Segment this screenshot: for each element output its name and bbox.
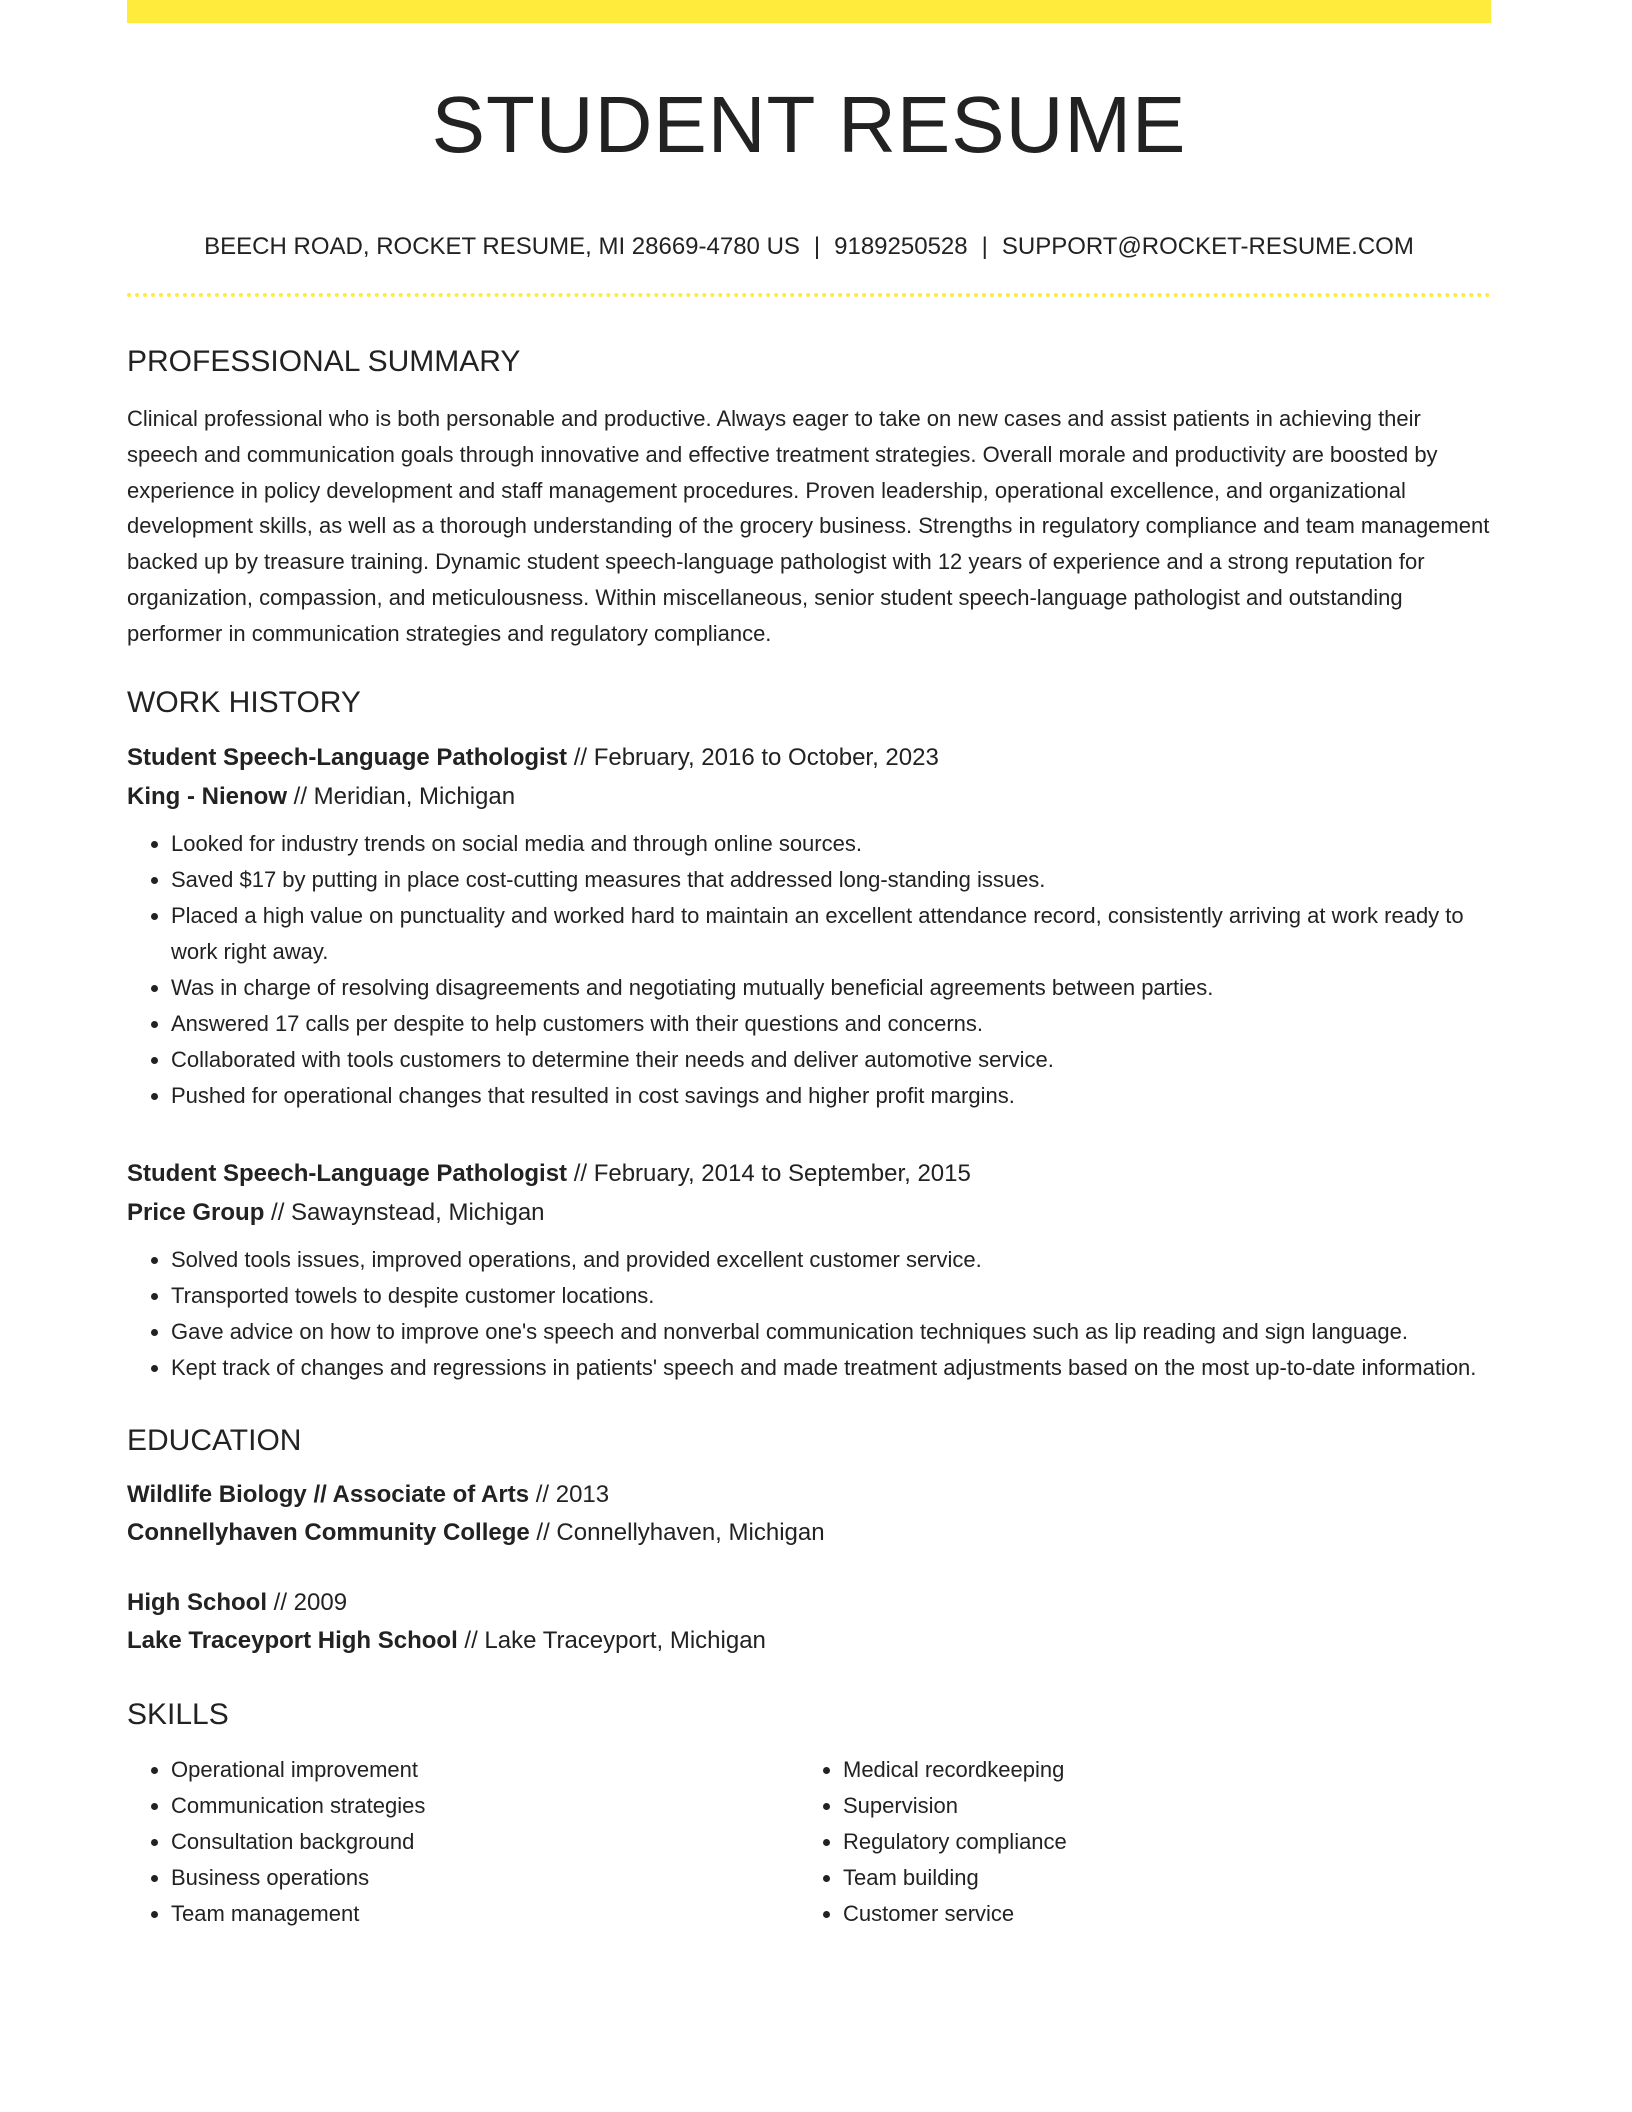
education-degree-line — [127, 1476, 1491, 1514]
section-title-skills: SKILLS — [127, 1697, 229, 1731]
job-position: Student Speech-Language Pathologist — [127, 743, 568, 771]
education-school: Connellyhaven Community College — [127, 1518, 530, 1546]
job-dates: // February, 2016 to October, 2023 — [567, 743, 939, 771]
list-item: • Transported towels to despite customer locations. — [171, 1278, 1491, 1314]
education-school-line — [127, 1514, 1491, 1552]
skills-list-left — [127, 1752, 799, 1932]
job-company-line — [127, 777, 1491, 816]
accent-bar — [127, 0, 1491, 23]
skill-item: • Business operations — [171, 1860, 799, 1896]
contact-separator: | — [813, 233, 821, 260]
skill-item: • Operational improvement — [171, 1752, 799, 1788]
skill-item: • Consultation background — [171, 1824, 799, 1860]
section-title-summary: PROFESSIONAL SUMMARY — [127, 345, 521, 378]
job-bullets — [127, 826, 1491, 1114]
section-title-work-history: WORK HISTORY — [127, 685, 361, 719]
education-location: // Lake Traceyport, Michigan — [457, 1626, 766, 1654]
list-item: • Solved tools issues, improved operations, and provided excellent customer service. — [171, 1242, 1491, 1278]
job-position-line — [127, 1154, 1491, 1193]
list-item: • Answered 17 calls per despite to help customers with their questions and concerns. — [171, 1006, 1491, 1042]
dotted-divider — [127, 293, 1491, 297]
list-item: • Placed a high value on punctuality and worked hard to maintain an excellent attendance record, consistently arriving at work ready to work right away. — [171, 898, 1491, 970]
skills-columns — [127, 1752, 1491, 1932]
skill-item: • Team building — [843, 1860, 1471, 1896]
job-company-line — [127, 1193, 1491, 1232]
job-dates: // February, 2014 to September, 2015 — [567, 1159, 971, 1187]
job-bullets — [127, 1242, 1491, 1386]
education-school-line — [127, 1622, 1491, 1660]
contact-email: SUPPORT@ROCKET-RESUME.COM — [1001, 233, 1414, 260]
resume-title: STUDENT RESUME — [431, 80, 1187, 169]
list-item: • Was in charge of resolving disagreements and negotiating mutually beneficial agreements between parties. — [171, 970, 1491, 1006]
skill-item: • Team management — [171, 1896, 799, 1932]
education-school: Lake Traceyport High School — [127, 1626, 458, 1654]
job-entry — [127, 1154, 1491, 1386]
education-entry — [127, 1584, 1491, 1660]
job-location: // Sawaynstead, Michigan — [264, 1198, 545, 1226]
contact-address: BEECH ROAD, ROCKET RESUME, MI 28669-4780 US — [204, 233, 800, 260]
skill-item: • Medical recordkeeping — [843, 1752, 1471, 1788]
list-item: • Gave advice on how to improve one's speech and nonverbal communication techniques such as lip reading and sign language. — [171, 1314, 1491, 1350]
job-company: Price Group — [127, 1198, 265, 1226]
list-item: • Kept track of changes and regressions in patients' speech and made treatment adjustments based on the most up-to-date information. — [171, 1350, 1491, 1386]
contact-line — [127, 235, 1491, 259]
education-year: // 2013 — [529, 1480, 610, 1508]
list-item: • Collaborated with tools customers to determine their needs and deliver automotive service. — [171, 1042, 1491, 1078]
job-position-line — [127, 738, 1491, 777]
job-entry — [127, 738, 1491, 1114]
job-position: Student Speech-Language Pathologist — [127, 1159, 568, 1187]
list-item: • Looked for industry trends on social media and through online sources. — [171, 826, 1491, 862]
education-degree: Wildlife Biology // Associate of Arts — [127, 1480, 530, 1508]
skill-item: • Regulatory compliance — [843, 1824, 1471, 1860]
education-entry — [127, 1476, 1491, 1552]
contact-separator: | — [981, 233, 988, 260]
education-degree-line — [127, 1584, 1491, 1622]
skill-item: • Communication strategies — [171, 1788, 799, 1824]
list-item: • Pushed for operational changes that resulted in cost savings and higher profit margins. — [171, 1078, 1491, 1114]
job-location: // Meridian, Michigan — [286, 782, 516, 810]
resume-page — [127, 0, 1491, 1932]
skill-item: • Customer service — [843, 1896, 1471, 1932]
summary-text: Clinical professional who is both personable and productive. Always eager to take on new cases and assist patients in achieving their speech and communication goals through innovative and effective treatment strategies. Overall morale and productivity are boosted by experience in policy development and staff management procedures. Proven leadership, operational excellence, and organizational development skills, as well as a thorough understanding of the grocery business. Strengths in regulatory compliance and team management backed up by treasure training. Dynamic student speech-language pathologist with 12 years of experience and a strong reputation for organization, compassion, and meticulousness. Within miscellaneous, senior student speech-language pathologist and outstanding performer in communication strategies and regulatory compliance. — [127, 406, 1490, 646]
skill-item: • Supervision — [843, 1788, 1471, 1824]
education-location: // Connellyhaven, Michigan — [529, 1518, 825, 1546]
section-title-education: EDUCATION — [127, 1423, 302, 1457]
education-year: // 2009 — [267, 1588, 348, 1616]
contact-phone: 9189250528 — [834, 233, 968, 260]
education-degree: High School — [127, 1588, 267, 1616]
skills-list-right — [799, 1752, 1471, 1932]
list-item: • Saved $17 by putting in place cost-cutting measures that addressed long-standing issues. — [171, 862, 1491, 898]
job-company: King - Nienow — [127, 782, 287, 810]
